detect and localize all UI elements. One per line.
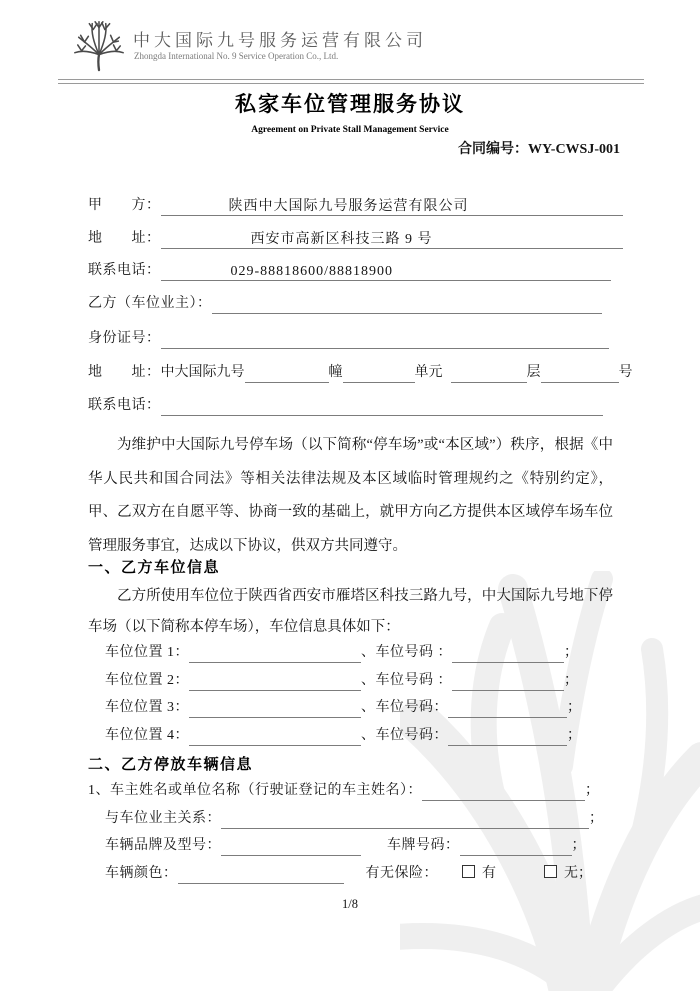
stall-row-4 bbox=[105, 726, 581, 746]
stall-number-label: 、车位号码： bbox=[361, 700, 448, 715]
party-a-phone-value: 029-88818600/88818900 bbox=[230, 264, 394, 279]
party-b-address-label: 地 址： bbox=[88, 365, 161, 380]
stall-row-3 bbox=[105, 698, 581, 718]
company-name-cn: 中大国际九号服务运营有限公司 bbox=[133, 31, 427, 50]
stall-position-field bbox=[189, 699, 361, 718]
party-b-address-prefix: 中大国际九号 bbox=[160, 365, 245, 380]
party-b-name-label: 乙方（车位业主）： bbox=[88, 296, 212, 311]
party-a-name-label: 甲 方： bbox=[88, 198, 161, 213]
document-subtitle-en: Agreement on Private Stall Management Service bbox=[251, 125, 449, 135]
plate-label: 车牌号码： bbox=[387, 838, 460, 853]
stall-number-field bbox=[452, 672, 564, 691]
party-a-phone-label: 联系电话： bbox=[88, 263, 161, 278]
vehicle-brand-row bbox=[105, 836, 586, 856]
plate-field bbox=[460, 837, 572, 856]
contract-number bbox=[458, 138, 620, 158]
party-b-phone-field bbox=[161, 397, 603, 416]
party-a-address-row bbox=[88, 229, 623, 249]
building-field bbox=[245, 364, 329, 383]
stall-number-field bbox=[448, 727, 567, 746]
stall-position-label: 车位位置 3： bbox=[105, 700, 189, 715]
party-a-address-label: 地 址： bbox=[88, 231, 161, 246]
stall-position-label: 车位位置 2： bbox=[105, 673, 189, 688]
color-field bbox=[178, 865, 344, 884]
party-a-address-field bbox=[161, 230, 623, 249]
party-b-phone-row bbox=[88, 396, 603, 416]
brand-field bbox=[221, 837, 361, 856]
color-label: 车辆颜色： bbox=[105, 866, 178, 881]
row-tail: ； bbox=[585, 783, 599, 798]
number-unit: 号 bbox=[618, 365, 633, 380]
document-title: 私家车位管理服务协议 bbox=[235, 92, 465, 116]
cell-field bbox=[343, 364, 415, 383]
vehicle-owner-row bbox=[88, 781, 599, 801]
party-a-name-row bbox=[88, 196, 623, 216]
party-b-name-field bbox=[212, 295, 602, 314]
section1-heading: 一、乙方车位信息 bbox=[88, 559, 221, 576]
party-a-name-value: 陕西中大国际九号服务运营有限公司 bbox=[228, 199, 469, 214]
insurance-label: 有无保险： bbox=[365, 866, 438, 881]
party-a-phone-row bbox=[88, 261, 611, 281]
party-a-phone-field bbox=[161, 262, 611, 281]
contract-number-label: 合同编号： bbox=[457, 142, 528, 157]
owner-name-field bbox=[422, 782, 585, 801]
company-logo-tree-icon bbox=[70, 15, 128, 73]
stall-position-label: 车位位置 4： bbox=[105, 728, 189, 743]
stall-number-field bbox=[448, 699, 567, 718]
row-tail: ； bbox=[589, 811, 603, 826]
stall-number-field bbox=[452, 644, 564, 663]
stall-position-label: 车位位置 1： bbox=[105, 645, 189, 660]
floor-field bbox=[451, 364, 527, 383]
cell-unit: 单元 bbox=[414, 365, 443, 380]
party-b-address-row bbox=[88, 363, 633, 383]
vehicle-color-row bbox=[105, 864, 592, 884]
stall-number-label: 、车位号码： bbox=[361, 728, 448, 743]
party-b-name-row bbox=[88, 294, 602, 314]
section1-intro: 乙方所使用车位位于陕西省西安市雁塔区科技三路九号，中大国际九号地下停车场（以下简称本停车场），车位信息具体如下： bbox=[88, 588, 613, 635]
stall-row-2 bbox=[105, 671, 578, 691]
stall-position-field bbox=[189, 672, 361, 691]
row-tail: ； bbox=[567, 700, 581, 715]
stall-position-field bbox=[189, 644, 361, 663]
row-tail: ； bbox=[564, 645, 578, 660]
party-b-id-field bbox=[161, 330, 609, 349]
number-field bbox=[541, 364, 619, 383]
stall-number-label: 、车位号码 ： bbox=[361, 673, 452, 688]
header-divider bbox=[58, 79, 644, 84]
relation-label: 与车位业主关系： bbox=[105, 811, 221, 826]
party-b-id-label: 身份证号： bbox=[88, 331, 161, 346]
page-number: 1/8 bbox=[342, 897, 358, 911]
party-a-address-value: 西安市高新区科技三路 9 号 bbox=[250, 232, 433, 247]
insurance-no-label: 无； bbox=[564, 866, 592, 881]
party-b-id-row bbox=[88, 329, 609, 349]
insurance-yes-label: 有 bbox=[482, 866, 496, 881]
owner-name-label: 1、车主姓名或单位名称（行驶证登记的车主姓名）： bbox=[88, 783, 422, 798]
company-name-en: Zhongda International No. 9 Service Operation Co., Ltd. bbox=[134, 51, 339, 61]
brand-label: 车辆品牌及型号： bbox=[105, 838, 221, 853]
relation-field bbox=[221, 810, 589, 829]
preamble-paragraph: 为维护中大国际九号停车场（以下简称“停车场”或“本区域”）秩序，根据《中华人民共和国合同法》等相关法律法规及本区域临时管理规约之《特别约定》，甲、乙双方在自愿平等、协商一致的基础上，就甲方向乙方提供本区域停车场车位管理服务事宜，达成以下协议，供双方共同遵守。 bbox=[88, 437, 613, 554]
stall-row-1 bbox=[105, 643, 578, 663]
stall-number-label: 、车位号码 ： bbox=[361, 645, 452, 660]
row-tail: ； bbox=[564, 673, 578, 688]
owner-relation-row bbox=[105, 809, 603, 829]
row-tail: ； bbox=[571, 838, 586, 853]
contract-number-value: WY-CWSJ-001 bbox=[527, 142, 620, 157]
section2-heading: 二、乙方停放车辆信息 bbox=[88, 756, 254, 773]
floor-unit: 层 bbox=[526, 365, 541, 380]
insurance-no-checkbox bbox=[544, 865, 557, 878]
row-tail: ； bbox=[567, 728, 581, 743]
building-unit: 幢 bbox=[328, 365, 343, 380]
stall-position-field bbox=[189, 727, 361, 746]
insurance-yes-checkbox bbox=[462, 865, 475, 878]
party-b-phone-label: 联系电话： bbox=[88, 398, 161, 413]
party-a-name-field bbox=[161, 197, 623, 216]
